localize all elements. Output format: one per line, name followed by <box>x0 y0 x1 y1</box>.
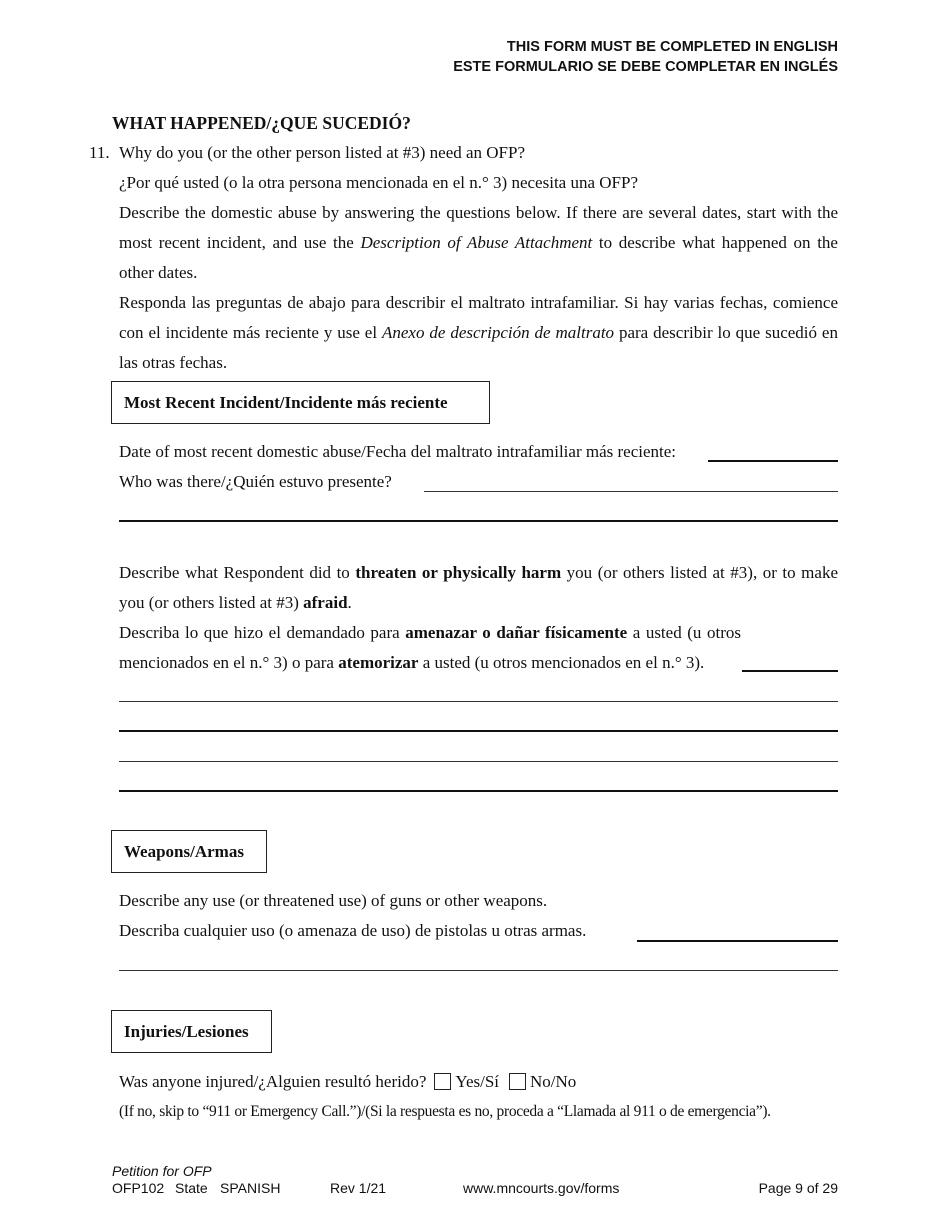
no-label: No/No <box>530 1072 577 1091</box>
threat-instructions-english: Describe what Respondent did to threaten or physically harm you (or others listed at #3), or to make you (or others listed at #3) afraid. <box>119 563 838 612</box>
who-field-continued[interactable] <box>119 520 838 522</box>
threat-answer-line[interactable] <box>119 701 838 702</box>
who-field[interactable] <box>424 491 838 492</box>
weapons-answer-line[interactable] <box>119 970 838 971</box>
weapons-label-spanish: Describa cualquier uso (o amenaza de uso) de pistolas u otras armas. <box>119 921 587 940</box>
question-spanish: ¿Por qué usted (o la otra persona mencionada en el n.° 3) necesita una OFP? <box>119 173 638 192</box>
threat-answer-field[interactable] <box>742 670 838 672</box>
threat-instructions-spanish: Describa lo que hizo el demandado para amenazar o dañar físicamente a usted (u otros mencionados en el n.° 3) o para atemorizar a usted (u otros mencionados en el n.° 3). <box>119 623 741 672</box>
notice-english: THIS FORM MUST BE COMPLETED IN ENGLISH <box>506 39 838 55</box>
footer-page-number: Page 9 of 29 <box>758 1180 838 1196</box>
question-number: 11. <box>89 143 110 162</box>
weapons-label-english: Describe any use (or threatened use) of guns or other weapons. <box>119 891 548 910</box>
yes-checkbox[interactable] <box>434 1073 451 1090</box>
attachment-name-english: Description of Abuse Attachment <box>360 233 593 252</box>
footer-state: State <box>175 1180 208 1196</box>
who-label: Who was there/¿Quién estuvo presente? <box>119 472 392 491</box>
date-label: Date of most recent domestic abuse/Fecha del maltrato intrafamiliar más reciente: <box>119 442 676 461</box>
weapons-heading: Weapons/Armas <box>111 830 267 873</box>
footer-website[interactable]: www.mncourts.gov/forms <box>463 1180 620 1196</box>
threat-answer-line[interactable] <box>119 761 838 762</box>
threat-answer-line[interactable] <box>119 790 838 792</box>
instructions-english: Describe the domestic abuse by answering the questions below. If there are several dates, start with the most recent incident, and use the Description of Abuse Attachment to describe what happened on the other dates. <box>119 203 838 282</box>
notice-spanish: ESTE FORMULARIO SE DEBE COMPLETAR EN INGLÉS <box>453 59 838 75</box>
attachment-name-spanish: Anexo de descripción de maltrato <box>381 323 615 342</box>
footer-language: SPANISH <box>220 1180 281 1196</box>
question-english: Why do you (or the other person listed at #3) need an OFP? <box>119 143 526 162</box>
injuries-heading: Injuries/Lesiones <box>111 1010 272 1053</box>
form-language-notice <box>453 37 838 77</box>
footer-revision: Rev 1/21 <box>330 1180 387 1196</box>
recent-incident-heading: Most Recent Incident/Incidente más reciente <box>111 381 490 424</box>
injuries-question-row <box>119 1067 576 1097</box>
date-field[interactable] <box>708 460 838 462</box>
footer-form-title: Petition for OFP <box>112 1163 212 1179</box>
no-checkbox[interactable] <box>509 1073 526 1090</box>
injuries-question: Was anyone injured/¿Alguien resultó herido? <box>119 1072 427 1091</box>
section-title: WHAT HAPPENED/¿QUE SUCEDIÓ? <box>112 113 411 133</box>
footer-form-code: OFP102 <box>112 1180 165 1196</box>
injuries-skip-note: (If no, skip to “911 or Emergency Call.”)/(Si la respuesta es no, proceda a “Llamada al 911 o de emergencia”). <box>119 1103 771 1120</box>
weapons-answer-field[interactable] <box>637 940 838 942</box>
instructions-spanish: Responda las preguntas de abajo para describir el maltrato intrafamiliar. Si hay varias fechas, comience con el incidente más reciente y use el Anexo de descripción de maltrato para describir lo que sucedió en las otras fechas. <box>119 293 838 372</box>
threat-answer-line[interactable] <box>119 730 838 732</box>
yes-label: Yes/Sí <box>455 1072 500 1091</box>
